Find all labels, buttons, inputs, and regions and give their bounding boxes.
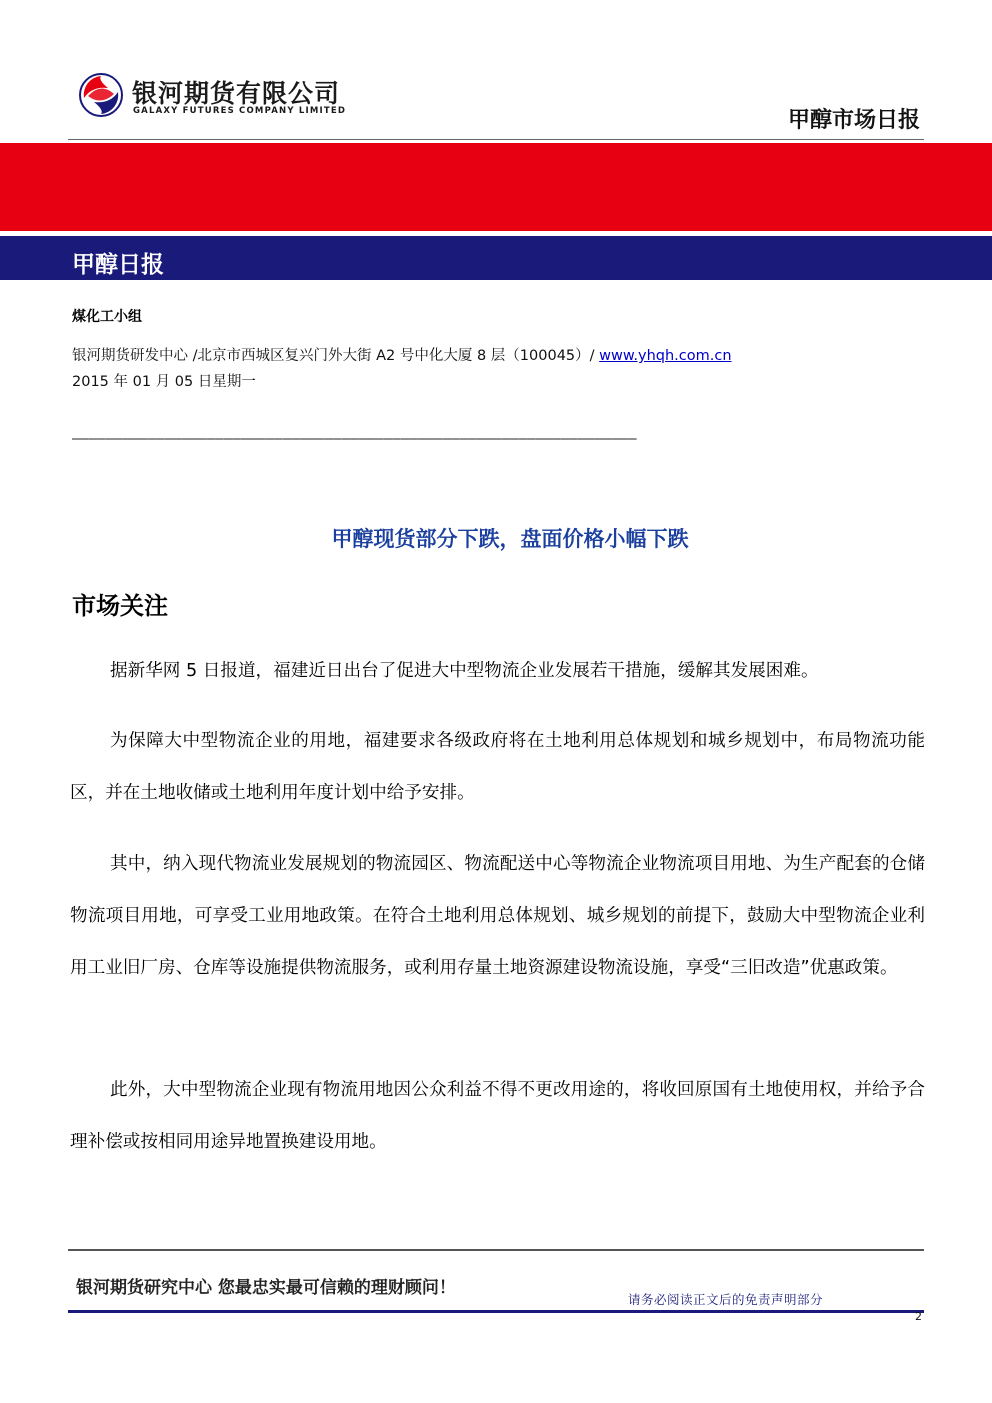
address-line <box>72 344 732 365</box>
paragraph-2: 为保障大中型物流企业的用地，福建要求各级政府将在土地利用总体规划和城乡规划中，布局物流功能区，并在土地收储或土地利用年度计划中给予安排。 <box>70 731 925 803</box>
paragraph-1: 据新华网 5 日报道，福建近日出台了促进大中型物流企业发展若干措施，缓解其发展困难。 <box>110 661 819 681</box>
galaxy-logo-icon <box>78 72 124 118</box>
disclaimer-note: 请务必阅读正文后的免责声明部分 <box>628 1292 824 1307</box>
dash-divider: —–––––––––––––––––––––––––––––––––––––––––––––––––––––––––––––––––– <box>72 431 637 447</box>
page-number: 2 <box>915 1310 922 1323</box>
red-banner <box>0 143 992 231</box>
company-name-en: GALAXY FUTURES COMPANY LIMITED <box>133 106 347 116</box>
report-title: 甲醇市场日报 <box>787 108 920 133</box>
footer-slogan: 银河期货研究中心 您最忠实最可信赖的理财顾问！ <box>76 1278 456 1298</box>
company-name-cn: 银河期货有限公司 <box>132 79 341 108</box>
group-name: 煤化工小组 <box>72 309 142 325</box>
website-link[interactable]: www.yhqh.com.cn <box>599 348 732 364</box>
paragraph-3: 其中，纳入现代物流业发展规划的物流园区、物流配送中心等物流企业物流项目用地、为生产配套的仓储物流项目用地，可享受工业用地政策。在符合土地利用总体规划、城乡规划的前提下，鼓励大中型物流企业利用工业旧厂房、仓库等设施提供物流服务，或利用存量土地资源建设物流设施，享受“三旧改造”优惠政策。 <box>70 854 925 978</box>
banner-label: 甲醇日报 <box>72 252 164 278</box>
section-title: 市场关注 <box>72 592 168 620</box>
footer-blue-rule <box>68 1310 924 1313</box>
report-date: 2015 年 01 月 05 日星期一 <box>72 374 256 390</box>
footer-divider <box>68 1249 924 1251</box>
header-divider <box>68 139 924 140</box>
paragraph-4: 此外，大中型物流企业现有物流用地因公众利益不得不更改用途的，将收回原国有土地使用权，并给予合理补偿或按相同用途异地置换建设用地。 <box>70 1080 925 1152</box>
address-text: 银河期货研发中心 /北京市西城区复兴门外大街 A2 号中化大厦 8 层（100045）/ <box>72 348 600 364</box>
article-headline: 甲醇现货部分下跌，盘面价格小幅下跌 <box>331 527 689 551</box>
